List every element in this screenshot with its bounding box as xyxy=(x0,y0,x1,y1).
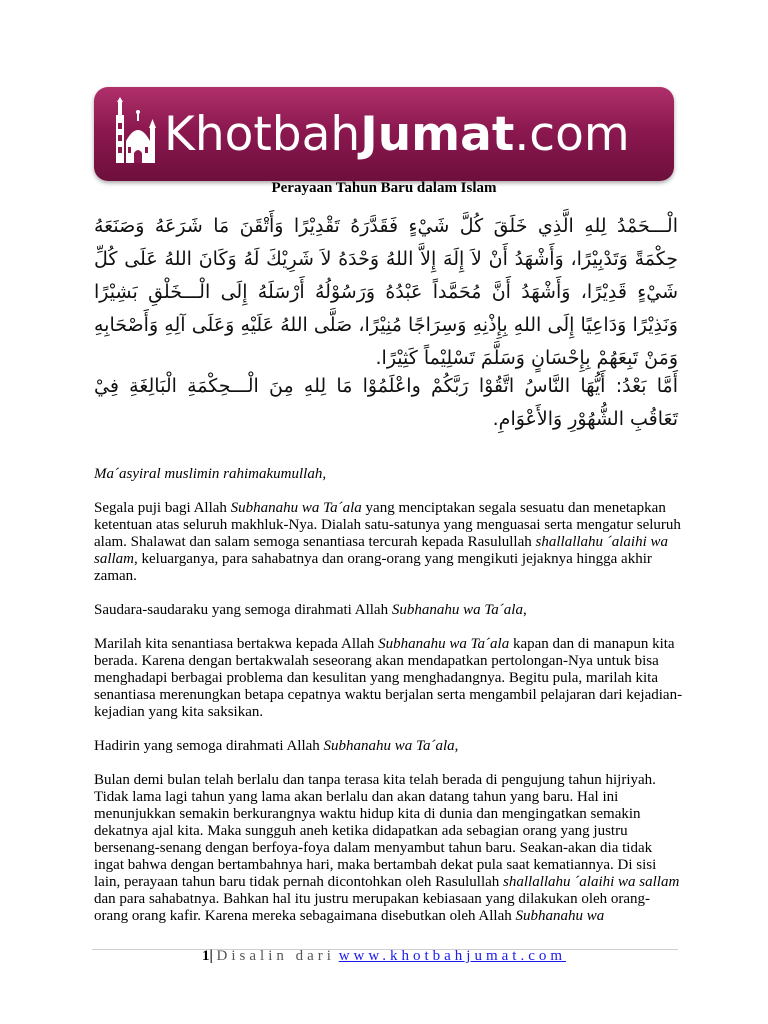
paragraph xyxy=(94,738,684,755)
text-run: Segala puji bagi Allah xyxy=(94,500,231,516)
brand-regular: Khotbah xyxy=(164,106,361,162)
text-run: kapan dan di manapun kita berada. Karena dengan bertakwalah seseorang akan mendapatkan pertolongan-Nya untuk bisa menghadapi berbagai problema dan kesulitan yang menghadangnya. Begitu pula, marilah kita senantiasa merenungkan betapa cepatnya waktu berjalan serta mengambil pelajaran dari kejadian-kejadian yang kita saksikan. xyxy=(94,636,683,720)
italic-run: Subhanahu wa Ta´ala xyxy=(230,500,362,516)
paragraph xyxy=(94,602,684,619)
brand-suffix: .com xyxy=(514,106,630,162)
paragraph xyxy=(94,772,684,925)
italic-run: shallallahu ´alaihi wa sallam xyxy=(503,874,680,890)
mosque-icon xyxy=(112,97,160,169)
text-run: Saudara-saudaraku yang semoga dirahmati Allah xyxy=(94,602,392,618)
brand-bold: Jumat xyxy=(360,106,515,162)
body-paragraphs xyxy=(94,500,684,942)
site-banner xyxy=(94,87,674,181)
italic-run: shallallahu ´alaihi wa sallam xyxy=(94,534,669,567)
text-run: , xyxy=(454,738,459,754)
text-run: , keluarganya, para sahabatnya dan orang-orang yang mengikuti jejaknya hingga akhir zaman. xyxy=(94,551,652,584)
italic-run: Subhanahu wa Ta´ala xyxy=(323,738,455,754)
text-run: Marilah kita senantiasa bertakwa kepada Allah xyxy=(94,636,379,652)
page-number: 1 xyxy=(201,948,210,964)
text-run: dan para sahabatnya. Bahkan hal itu justru merupakan kebiasaan yang dilakukan oleh orang-orang orang kafir. Karena mereka sebagaimana disebutkan oleh Allah xyxy=(94,891,651,924)
italic-run: Subhanahu wa Ta´ala xyxy=(391,602,523,618)
arabic-opening-paragraph: الْـــحَمْدُ لِلهِ الَّذِي خَلَقَ كُلَّ شَيْءٍ فَقَدَّرَهُ تَقْدِيْرًا وَأَتْقَنَ مَا شَرَعَهُ وَصَنَعَهُ حِكْمَةً وَتَدْبِيْرًا، وَأَشْهَدُ أَنْ لاَ إِلَهَ إِلاَّ اللهُ وَحْدَهُ لاَ شَرِيْكَ لَهُ وَكَانَ اللهُ عَلَى كُلِّ شَيْءٍ قَدِيْرًا، وَأَشْهَدُ أَنَّ مُحَمَّداً عَبْدُهُ وَرَسُوْلُهُ أَرْسَلَهُ إِلَى الْـــخَلْقِ بَشِيْرًا وَنَذِيْرًا وَدَاعِيًا إِلَى اللهِ بِإِذْنِهِ وَسِرَاجًا مُنِيْرًا، صَلَّى اللهُ عَلَيْهِ وَعَلَى آلِهِ وَأَصْحَابِهِ وَمَنْ تَبِعَهُمْ بِإِحْسَانٍ وَسَلَّمَ تَسْلِيْماً كَثِيْرًا. xyxy=(94,215,678,369)
text-run: , xyxy=(522,602,527,618)
page-footer xyxy=(0,948,768,965)
footer-separator: | xyxy=(209,948,213,964)
text-run: Hadirin yang semoga dirahmati Allah xyxy=(94,738,324,754)
italic-run: Subhanahu wa xyxy=(515,908,605,924)
paragraph xyxy=(94,500,684,585)
source-label: Disalin dari xyxy=(216,948,335,964)
salutation xyxy=(94,466,684,483)
text-run: Bulan demi bulan telah berlalu dan tanpa terasa kita telah berada di pengujung tahun hijriyah. Tidak lama lagi tahun yang lama akan berlalu dan akan datang tahun yang baru. Hal ini menunjukkan semakin berkurangnya waktu hidup kita di dunia dan mengingatkan semakin dekatnya ajal kita. Maka sungguh aneh ketika didapatkan ada sebagian orang yang justru bersenang-senang dengan berfoya-foya dalam menyambut tahun baru. Seakan-akan dia tidak ingat bahwa dengan bertambahnya hari, maka bertambah dekat pula saat kematiannya. Di sisi lain, perayaan tahun baru tidak pernah dicontohkan oleh Rasulullah xyxy=(94,772,657,890)
arabic-amma-badu-paragraph: أَمَّا بَعْدُ: أَيُّهَا النَّاسُ اتَّقُوْا رَبَّكُمْ واعْلَمُوْا مَا لِلهِ مِنَ الْـــحِكْمَةِ الْبَالِغَةِ فِيْ تَعَاقُبِ الشُّهُوْرِ وَالأَعْوَامِ. xyxy=(94,375,678,430)
salutation-text: Ma´asyiral muslimin rahimakumullah, xyxy=(94,466,327,482)
italic-run: Subhanahu wa Ta´ala xyxy=(378,636,510,652)
text-run: yang menciptakan segala sesuatu dan menetapkan ketentuan atas seluruh makhluk-Nya. Dialah satu-satunya yang menguasai serta mengatur seluruh alam. Shalawat dan salam semoga senantiasa tercurah kepada Rasulullah xyxy=(94,500,681,550)
banner-brand xyxy=(164,99,630,169)
paragraph xyxy=(94,636,684,721)
source-link[interactable]: www.khotbahjumat.com xyxy=(338,948,567,964)
document-title: Perayaan Tahun Baru dalam Islam xyxy=(271,180,497,196)
